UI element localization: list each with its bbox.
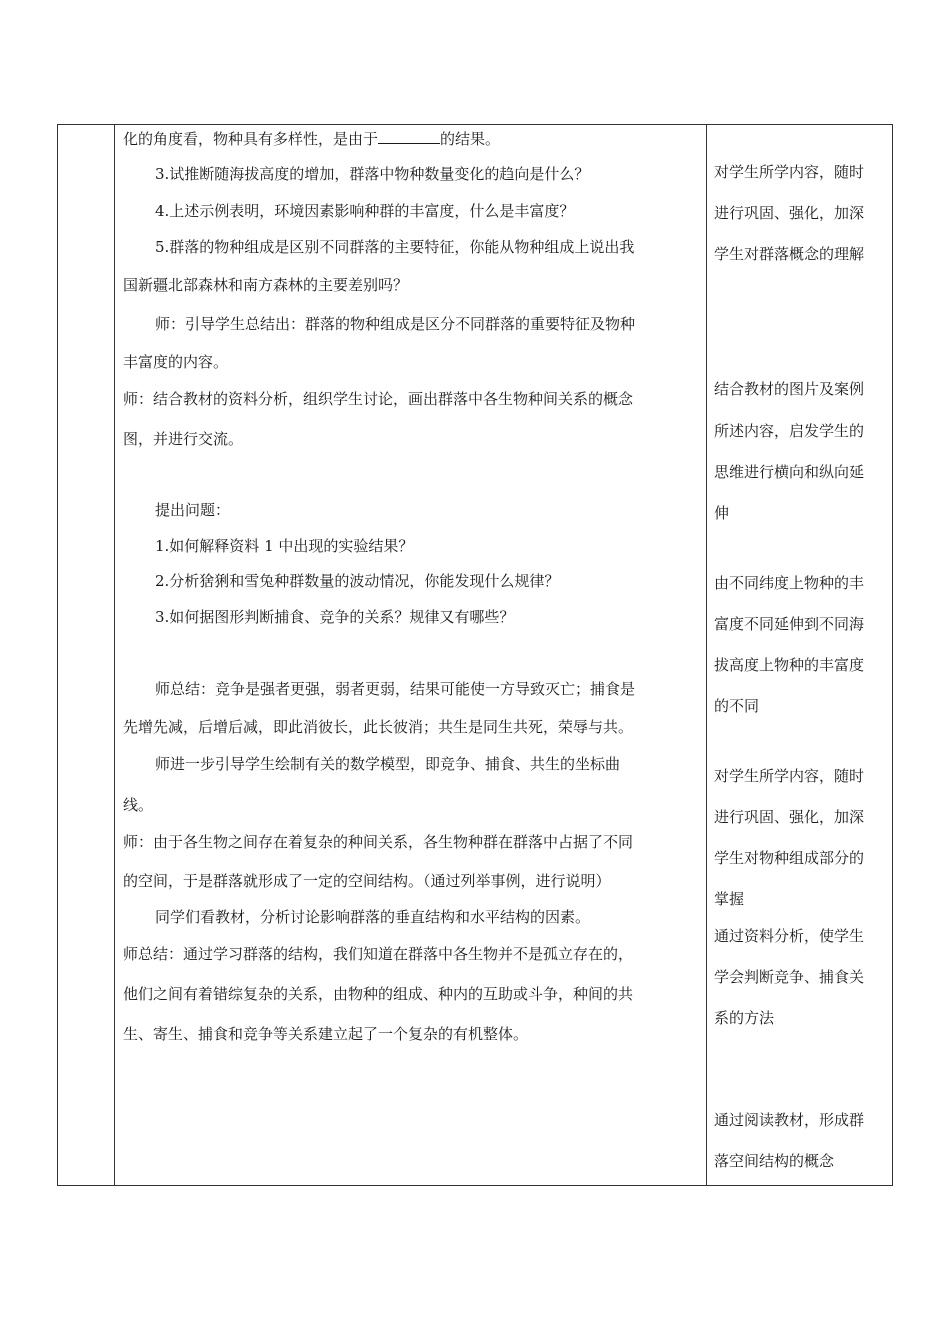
- column-divider-left: [114, 125, 115, 1185]
- content-line: 丰富度的内容。: [123, 353, 229, 371]
- content-line: 师总结：通过学习群落的结构，我们知道在群落中各生物并不是孤立存在的，: [123, 945, 634, 963]
- content-line: 1.如何解释资料 1 中出现的实验结果？: [155, 537, 414, 555]
- content-line: 化的角度看，物种具有多样性，是由于 的结果。: [123, 130, 501, 148]
- content-line: 先增先减，后增后减，即此消彼长，此长彼消；共生是同生共死，荣辱与共。: [123, 718, 634, 736]
- content-line: 的空间，于是群落就形成了一定的空间结构。（通过列举事例，进行说明）: [123, 872, 611, 890]
- fill-in-blank: [378, 128, 440, 144]
- note-line: 对学生所学内容，随时: [714, 163, 865, 181]
- content-line: 2.分析猞猁和雪兔种群数量的波动情况，你能发现什么规律？: [155, 572, 560, 590]
- content-line: 师进一步引导学生绘制有关的数学模型，即竞争、捕食、共生的坐标曲: [155, 755, 621, 773]
- note-line: 进行巩固、强化，加深: [714, 808, 865, 826]
- content-line: 同学们看教材，分析讨论影响群落的垂直结构和水平结构的因素。: [155, 908, 591, 926]
- note-line: 伸: [714, 504, 730, 522]
- note-line: 系的方法: [714, 1009, 775, 1027]
- note-line: 落空间结构的概念: [714, 1152, 835, 1170]
- note-line: 掌握: [714, 890, 745, 908]
- content-line: 师：由于各生物之间存在着复杂的种间关系，各生物种群在群落中占据了不同: [123, 833, 634, 851]
- note-line: 由不同纬度上物种的丰: [714, 574, 865, 592]
- content-line: 3.如何据图形判断捕食、竞争的关系？规律又有哪些？: [155, 608, 515, 626]
- column-divider-right: [706, 125, 707, 1185]
- note-line: 学会判断竞争、捕食关: [714, 968, 865, 986]
- content-line: 4.上述示例表明，环境因素影响种群的丰富度，什么是丰富度？: [155, 202, 575, 220]
- note-line: 对学生所学内容，随时: [714, 767, 865, 785]
- content-line: 3.试推断随海拔高度的增加，群落中物种数量变化的趋向是什么？: [155, 165, 590, 183]
- note-line: 学生对群落概念的理解: [714, 245, 865, 263]
- note-line: 拔高度上物种的丰富度: [714, 656, 865, 674]
- note-line: 的不同: [714, 697, 760, 715]
- content-line: 国新疆北部森林和南方森林的主要差别吗？: [123, 276, 409, 294]
- note-line: 思维进行横向和纵向延: [714, 463, 865, 481]
- note-line: 学生对物种组成部分的: [714, 849, 865, 867]
- note-line: 进行巩固、强化，加深: [714, 204, 865, 222]
- note-line: 所述内容，启发学生的: [714, 422, 865, 440]
- content-line: 提出问题：: [155, 501, 231, 519]
- content-line: 师：引导学生总结出：群落的物种组成是区分不同群落的重要特征及物种: [155, 315, 636, 333]
- note-line: 通过阅读教材，形成群: [714, 1111, 865, 1129]
- content-line: 师：结合教材的资料分析，组织学生讨论，画出群落中各生物种间关系的概念: [123, 390, 634, 408]
- content-line: 图，并进行交流。: [123, 430, 244, 448]
- content-line: 师总结：竞争是强者更强，弱者更弱，结果可能使一方导致灭亡；捕食是: [155, 680, 636, 698]
- note-line: 结合教材的图片及案例: [714, 380, 865, 398]
- content-line: 生、寄生、捕食和竞争等关系建立起了一个复杂的有机整体。: [123, 1025, 529, 1043]
- content-line: 他们之间有着错综复杂的关系，由物种的组成、种内的互助或斗争，种间的共: [123, 985, 634, 1003]
- content-line: 5.群落的物种组成是区别不同群落的主要特征，你能从物种组成上说出我: [155, 238, 635, 256]
- content-line: 线。: [123, 796, 154, 814]
- note-line: 通过资料分析，使学生: [714, 927, 865, 945]
- note-line: 富度不同延伸到不同海: [714, 615, 865, 633]
